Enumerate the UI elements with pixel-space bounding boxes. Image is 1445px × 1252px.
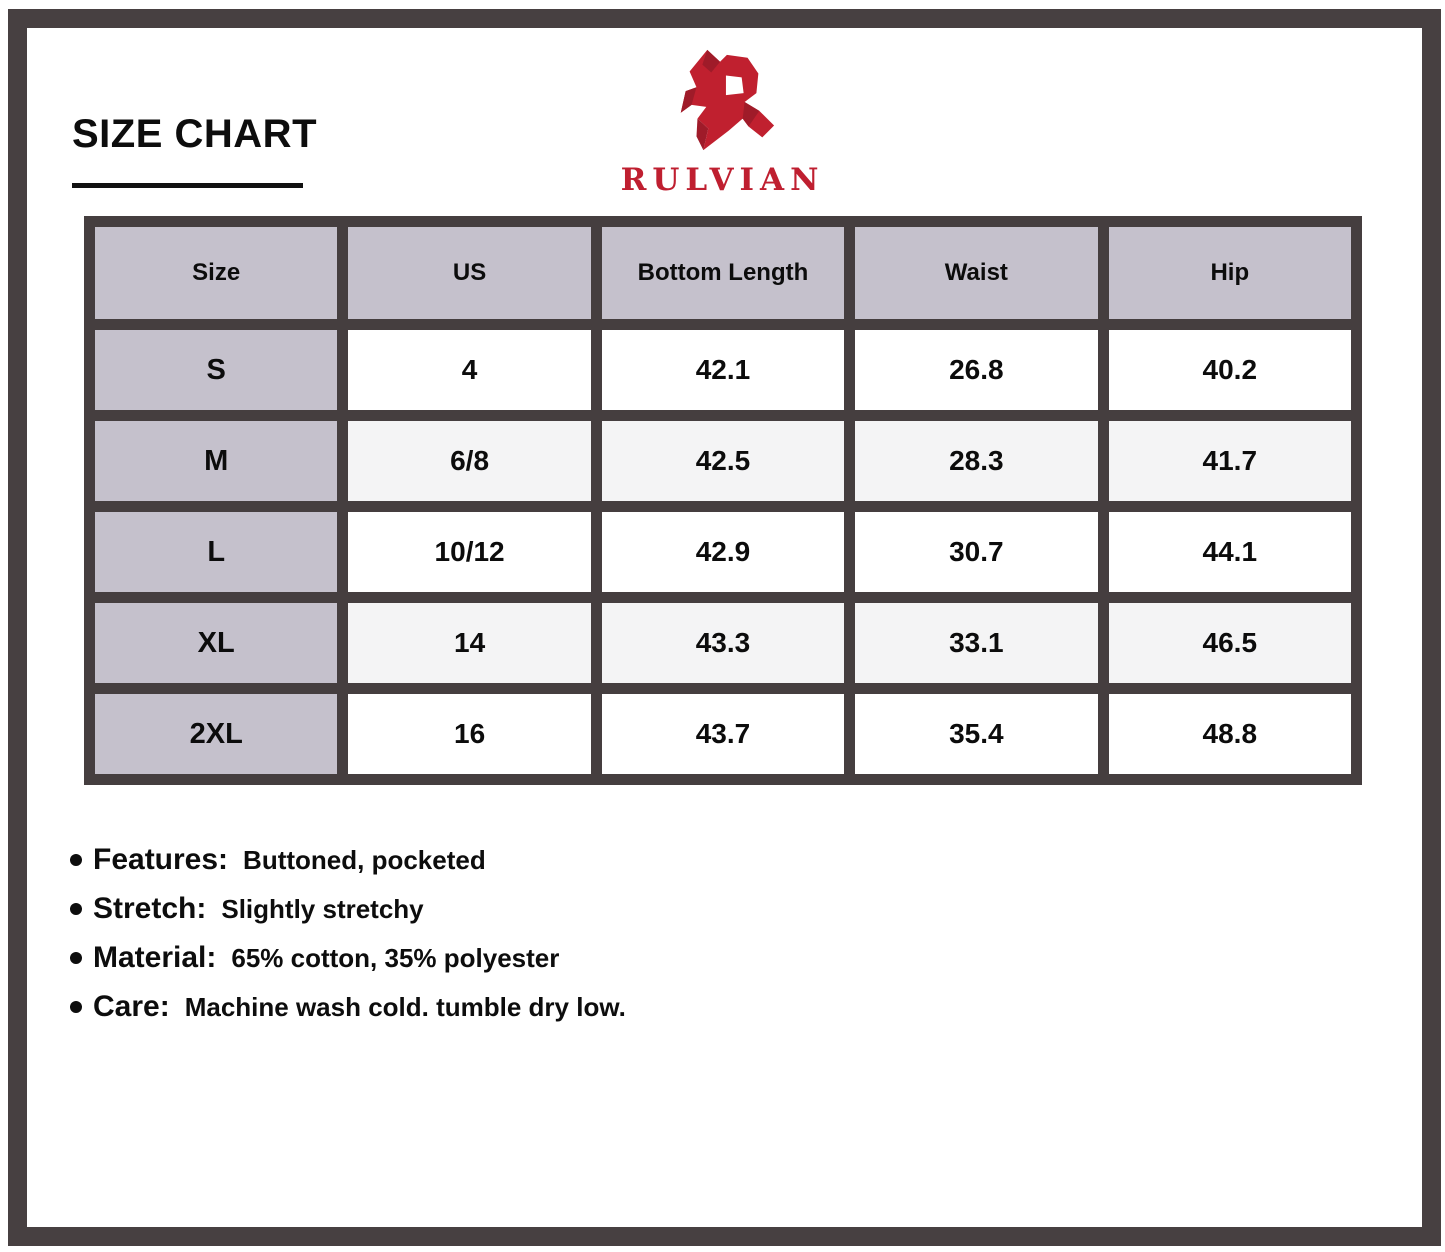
us-cell: 4 — [343, 325, 596, 416]
table-row-xl — [90, 598, 1357, 689]
size-cell: XL — [90, 598, 343, 689]
detail-label: Features: — [93, 843, 229, 876]
us-cell: 16 — [343, 689, 596, 780]
page-title: SIZE CHART — [72, 112, 317, 156]
hip-cell: 41.7 — [1103, 416, 1356, 507]
table-row-2xl — [90, 689, 1357, 780]
table-row-m — [90, 416, 1357, 507]
detail-label: Material: — [93, 941, 217, 974]
waist-cell: 33.1 — [850, 598, 1103, 689]
title-underline — [72, 183, 303, 188]
size-cell: S — [90, 325, 343, 416]
header-cell-size: Size — [90, 222, 343, 325]
us-cell: 14 — [343, 598, 596, 689]
hip-cell: 46.5 — [1103, 598, 1356, 689]
bullet-icon — [70, 854, 82, 866]
size-cell: M — [90, 416, 343, 507]
header-cell-us: US — [343, 222, 596, 325]
detail-value: Machine wash cold. tumble dry low. — [184, 992, 626, 1022]
hip-cell: 40.2 — [1103, 325, 1356, 416]
bottom-length-cell: 42.5 — [596, 416, 849, 507]
us-cell: 6/8 — [343, 416, 596, 507]
waist-cell: 30.7 — [850, 507, 1103, 598]
bottom-length-cell: 43.7 — [596, 689, 849, 780]
detail-value: 65% cotton, 35% polyester — [231, 943, 560, 973]
brand-wordmark: RULVIAN — [620, 162, 825, 198]
size-cell: 2XL — [90, 689, 343, 780]
size-table-header-row — [90, 222, 1357, 325]
brand-block — [563, 46, 883, 198]
size-cell: L — [90, 507, 343, 598]
bottom-length-cell: 43.3 — [596, 598, 849, 689]
header-cell-waist: Waist — [850, 222, 1103, 325]
waist-cell: 28.3 — [850, 416, 1103, 507]
table-row-l — [90, 507, 1357, 598]
detail-item-material — [70, 941, 626, 975]
hip-cell: 44.1 — [1103, 507, 1356, 598]
detail-item-features — [70, 843, 626, 877]
detail-value: Slightly stretchy — [221, 894, 424, 924]
waist-cell: 26.8 — [850, 325, 1103, 416]
hip-cell: 48.8 — [1103, 689, 1356, 780]
table-row-s — [90, 325, 1357, 416]
detail-item-stretch — [70, 892, 626, 926]
bullet-icon — [70, 903, 82, 915]
brand-logo-r-icon — [664, 46, 782, 156]
header-cell-bottom-length: Bottom Length — [596, 222, 849, 325]
waist-cell: 35.4 — [850, 689, 1103, 780]
detail-label: Care: — [93, 990, 170, 1023]
detail-item-care — [70, 990, 626, 1024]
details-list — [70, 843, 626, 1039]
header-cell-hip: Hip — [1103, 222, 1356, 325]
us-cell: 10/12 — [343, 507, 596, 598]
bottom-length-cell: 42.1 — [596, 325, 849, 416]
bullet-icon — [70, 1001, 82, 1013]
detail-value: Buttoned, pocketed — [243, 845, 486, 875]
title-block — [72, 112, 317, 188]
detail-label: Stretch: — [93, 892, 207, 925]
bottom-length-cell: 42.9 — [596, 507, 849, 598]
size-table — [84, 216, 1362, 785]
bullet-icon — [70, 952, 82, 964]
